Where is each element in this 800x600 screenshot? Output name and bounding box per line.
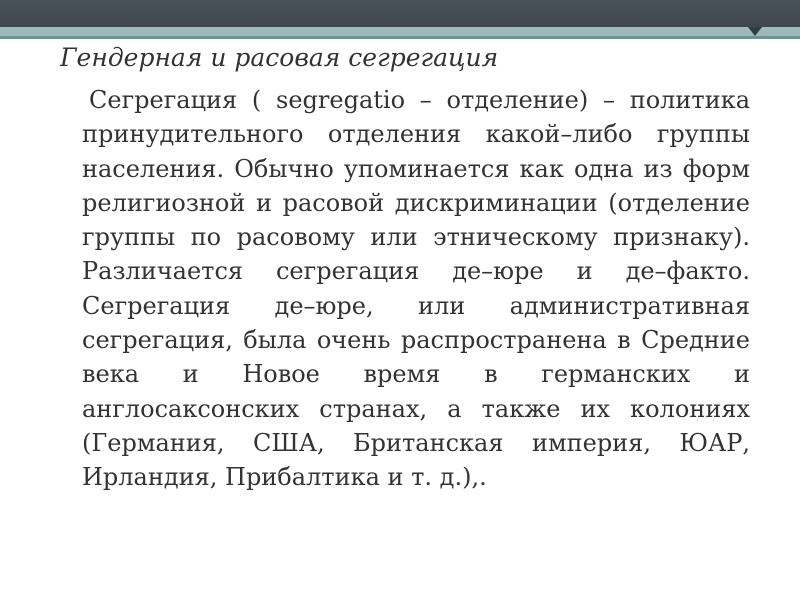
slide-body-text: Сегрегация ( segregatio – отделение) – политика принудительного отделения какой–либо группы населения. Обычно упоминается как одна из форм религиозной и расовой дискриминации (отделение группы по расовому или этническому признаку). Различается сегрегация де–юре и де–факто. Сегрегация де–юре, или административная сегрегация, была очень распространена в Средние века и Новое время в германских и англосаксонских странах, а также их колониях (Германия, США, Британская империя, ЮАР, Ирландия, Прибалтика и т. д.),. [82,86,750,492]
corner-triangle-icon [748,27,762,36]
header-band-accent [0,36,800,39]
header-band-dark [0,0,800,27]
header-band-light [0,27,800,36]
slide-title: Гендерная и расовая сегрегация [60,43,499,72]
